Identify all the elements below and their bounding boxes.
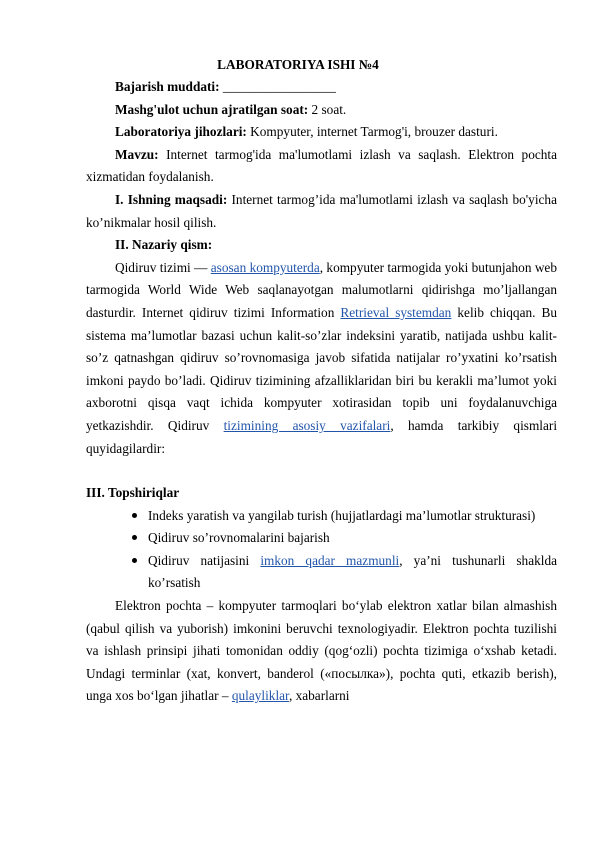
goal-text: Internet tarmog’ida ma'lumotlami izlash va saqlash bo'yicha ko’nikmalar hosil qilish. (86, 191, 557, 230)
tasks-heading-text: III. Topshiriqlar (86, 485, 180, 501)
hours-label: Mashg'ulot uchun ajratilgan soat: (115, 101, 309, 117)
link-imkon-qadar-mazmunli[interactable]: imkon qadar mazmunli (260, 552, 400, 568)
hours-line (86, 99, 557, 122)
spacer (86, 460, 557, 482)
link-qulayliklar[interactable]: qulayliklar (231, 688, 289, 704)
equipment-line (86, 121, 557, 144)
link-asosan-kompyuterda[interactable]: asosan kompyuterda (210, 259, 320, 275)
goal-paragraph (86, 189, 557, 234)
topic-label: Mavzu: (115, 146, 159, 162)
tasks-heading (86, 482, 557, 505)
goal-label: I. Ishning maqsadi: (115, 191, 228, 207)
theory-text-c: kelib chiqqan. Bu sistema ma’lumotlar bazasi uchun kalit-so’zlar indeksini yaratib, natijada ushbu kalit-so’z qatnashgan qidiruv so’rovnomasiga javob sifatida natijalar ro’yxatini ko’rsatish imkoni paydo bo’ladi. Qidiruv tizimining afzalliklaridan biri bu kerakli ma’lumot yoki axborotni qisqa vaqt ichida kompyuter xotirasidan topib uni foydalanuvchiga yetkazishdir. Qidiruv (86, 304, 558, 433)
link-tizimining-asosiy-vazifalari[interactable]: tizimining asosiy vazifalari (223, 417, 391, 433)
deadline-value: _________________ (222, 79, 336, 94)
theory-heading-text: II. Nazariy qism: (115, 237, 213, 253)
page-title: LABORATORIYA ISHI №4 (217, 57, 379, 72)
link-retrieval-systemdan[interactable]: Retrieval systemdan (340, 304, 452, 320)
deadline-label: Bajarish muddati: (115, 79, 220, 94)
theory-text-b: , kompyuter tarmogida yoki butunjahon web tarmogida World Wide Web saqlanayotgan malumotlarni qidirishga mo’ljallangan dasturdir. Internet qidiruv tizimi Information (86, 259, 557, 320)
bullet-text: Indeks yaratish va yangilab turish (hujjatlardagi ma’lumotlar strukturasi) (148, 507, 536, 523)
theory-text-a: Qidiruv tizimi — (115, 259, 208, 275)
list-item (86, 505, 557, 528)
bullet-icon (132, 535, 137, 540)
topic-paragraph (86, 144, 557, 189)
tasks-list (86, 505, 557, 595)
email-paragraph (86, 595, 557, 708)
email-text-a: Elektron pochta – kompyuter tarmoqlari bo‘ylab elektron xatlar bilan almashish (qabul qilish va yuborish) imkonini beruvchi texnologiyadir. Elektron pochta tuzilishi va ishlash prinsipi jihati tomonidan oddiy (qog‘ozli) pochta tizimiga o‘xshab ketadi. Undagi terminlar (xat, konvert, banderol («посылка»), pochta quti, etkazib berish), unga xos bo‘lgan jihatlar – (86, 598, 557, 704)
bullet-text-a: Qidiruv natijasini (148, 552, 250, 568)
theory-text-d: , hamda tarkibiy qismlari quyidagilardir: (86, 417, 558, 456)
deadline-line (86, 76, 557, 99)
bullet-text-b: , ya’ni tushunarli shaklda ko’rsatish (148, 552, 557, 591)
document-body (86, 76, 557, 708)
bullet-icon (132, 558, 137, 563)
theory-heading (86, 234, 557, 257)
equipment-value: Kompyuter, internet Tarmog'i, brouzer dasturi. (250, 124, 498, 140)
equipment-label: Laboratoriya jihozlari: (115, 124, 247, 140)
topic-value: Internet tarmog'ida ma'lumotlami izlash va saqlash. Elektron pochta xizmatidan foydalanish. (86, 146, 558, 185)
list-item (86, 527, 557, 550)
list-item (86, 550, 557, 595)
email-text-b: , xabarlarni (288, 688, 350, 704)
bullet-icon (132, 513, 137, 518)
bullet-text: Qidiruv so’rovnomalarini bajarish (148, 530, 330, 546)
hours-value: 2 soat. (311, 101, 347, 117)
theory-paragraph (86, 257, 557, 460)
